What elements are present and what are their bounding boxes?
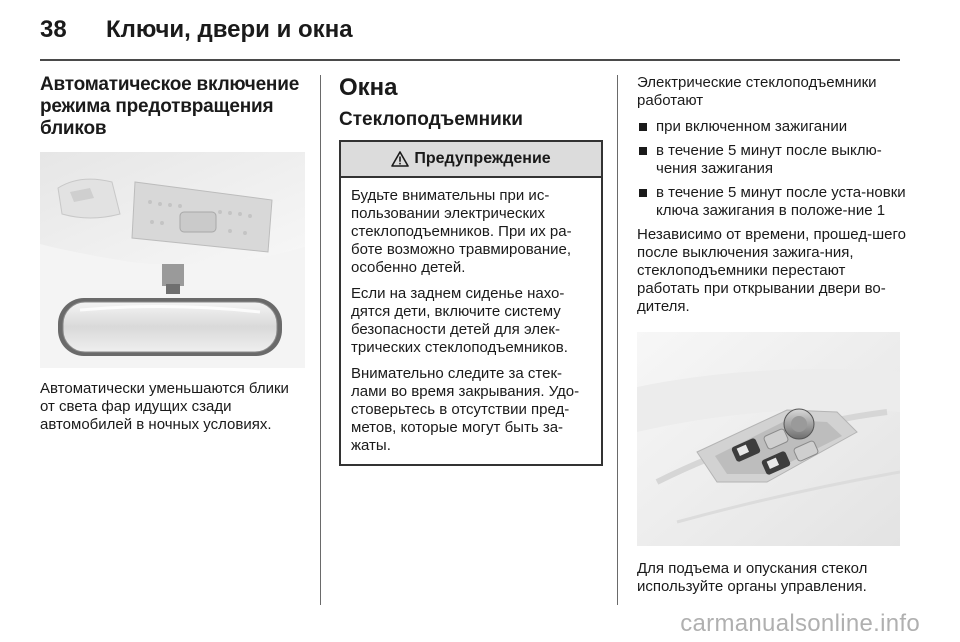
- column-divider-2: [617, 75, 618, 605]
- window-switch-illustration: [637, 332, 900, 546]
- power-windows-subtitle: Стеклоподъемники: [339, 109, 523, 130]
- conditions-list: [637, 118, 907, 220]
- header-divider: [40, 59, 900, 61]
- chapter-title: Ключи, двери и окна: [106, 16, 353, 43]
- warning-triangle-icon: [391, 151, 409, 167]
- warning-header: [341, 142, 601, 178]
- rear-view-mirror-icon: [40, 152, 305, 368]
- list-item: в течение 5 минут после уста-новки ключа зажигания в положе-ние 1: [637, 184, 907, 220]
- driver-door-paragraph: Независимо от времени, прошед-шего после выключения зажига-ния, стеклоподъемники перестают работать при открывании двери во-дителя.: [637, 226, 906, 315]
- warning-heading: Предупреждение: [414, 150, 551, 167]
- column-divider-1: [320, 75, 321, 605]
- column-1: [40, 74, 305, 434]
- window-switch-panel-icon: [637, 332, 900, 546]
- section-title-anti-glare: Автоматическое включение режима предотвращения бликов: [40, 74, 300, 139]
- warning-box: [339, 140, 603, 466]
- page-header: [40, 16, 920, 56]
- warning-body: [341, 178, 601, 464]
- column-3: [637, 74, 907, 596]
- list-item: при включенном зажигании: [637, 118, 907, 136]
- anti-glare-caption: Автоматически уменьшаются блики от света фар идущих сзади автомобилей в ночных условиях.: [40, 380, 289, 433]
- column-2: [339, 74, 603, 466]
- controls-caption: Для подъема и опускания стекол используйте органы управления.: [637, 560, 868, 595]
- page-number: 38: [40, 16, 67, 43]
- windows-title: Окна: [339, 74, 398, 101]
- mirror-illustration: [40, 152, 305, 368]
- warning-paragraph: Если на заднем сиденье нахо-дятся дети, включите систему безопасности детей для элек-трических стеклоподъемников.: [351, 285, 568, 356]
- power-windows-intro: Электрические стеклоподъемники работают: [637, 74, 877, 109]
- list-item: в течение 5 минут после выклю-чения зажигания: [637, 142, 907, 178]
- watermark: carmanualsonline.info: [680, 610, 920, 637]
- warning-paragraph: Будьте внимательны при ис-пользовании электрических стеклоподъемников. При их ра-боте возможно травмирование, особенно детей.: [351, 187, 572, 276]
- warning-paragraph: Внимательно следите за стек-лами во время закрывания. Удо-стоверьтесь в отсутствии пред-метов, которые могут быть за-жаты.: [351, 365, 580, 454]
